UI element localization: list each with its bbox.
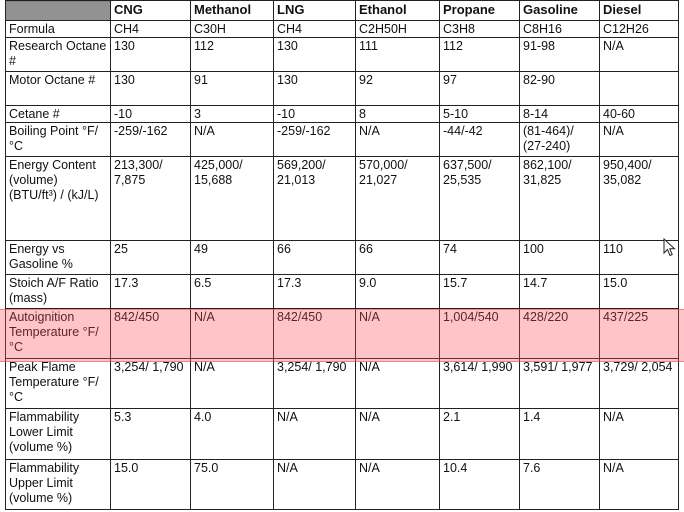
table-cell: N/A (191, 309, 274, 359)
table-cell: 66 (274, 241, 356, 275)
table-cell: -259/-162 (111, 123, 191, 157)
table-cell: 10.4 (440, 460, 520, 510)
table-cell: 110 (600, 241, 679, 275)
table-cell: CH4 (274, 21, 356, 38)
table-cell: 842/450 (111, 309, 191, 359)
table-row (6, 72, 679, 106)
table-cell: 130 (274, 38, 356, 72)
table-cell: C12H26 (600, 21, 679, 38)
table-cell: 15.0 (600, 275, 679, 309)
table-cell: 91 (191, 72, 274, 106)
table-cell: N/A (191, 123, 274, 157)
table-cell: 4.0 (191, 409, 274, 460)
row-label: Flammability Lower Limit (volume %) (6, 409, 111, 460)
table-cell: N/A (356, 460, 440, 510)
table-cell: 112 (440, 38, 520, 72)
table-cell: -259/-162 (274, 123, 356, 157)
table-cell: N/A (356, 359, 440, 409)
table-row (6, 241, 679, 275)
table-cell: 6.5 (191, 275, 274, 309)
table-cell: 425,000/ 15,688 (191, 157, 274, 241)
table-cell: 130 (111, 38, 191, 72)
table-cell: 130 (111, 72, 191, 106)
mouse-pointer-icon (663, 238, 677, 258)
table-cell: CH4 (111, 21, 191, 38)
row-label: Research Octane # (6, 38, 111, 72)
table-cell: 100 (520, 241, 600, 275)
table-row (6, 21, 679, 38)
table-row (6, 38, 679, 72)
table-cell: N/A (274, 460, 356, 510)
table-cell: 9.0 (356, 275, 440, 309)
table-cell: 17.3 (274, 275, 356, 309)
column-header-propane: Propane (440, 1, 520, 21)
table-cell: 91-98 (520, 38, 600, 72)
table-cell: 15.0 (111, 460, 191, 510)
table-cell: 569,200/ 21,013 (274, 157, 356, 241)
table-row (6, 106, 679, 123)
table-row (6, 275, 679, 309)
table-cell: 3,254/ 1,790 (111, 359, 191, 409)
table-cell: -10 (274, 106, 356, 123)
column-header-lng: LNG (274, 1, 356, 21)
table-cell: 1,004/540 (440, 309, 520, 359)
corner-cell (6, 1, 111, 21)
table-cell: N/A (191, 359, 274, 409)
table-cell: N/A (274, 409, 356, 460)
table-cell: 5.3 (111, 409, 191, 460)
table-cell: 842/450 (274, 309, 356, 359)
table-cell: N/A (600, 38, 679, 72)
table-cell: 8 (356, 106, 440, 123)
table-cell: 213,300/ 7,875 (111, 157, 191, 241)
table-cell: 82-90 (520, 72, 600, 106)
table-row-highlighted (6, 309, 679, 359)
table-cell: N/A (356, 123, 440, 157)
table-cell: C3H8 (440, 21, 520, 38)
column-header-methanol: Methanol (191, 1, 274, 21)
column-header-gasoline: Gasoline (520, 1, 600, 21)
table-cell: N/A (356, 409, 440, 460)
table-cell: -10 (111, 106, 191, 123)
column-header-diesel: Diesel (600, 1, 679, 21)
table-cell: C2H50H (356, 21, 440, 38)
table-cell: 7.6 (520, 460, 600, 510)
table-cell: 862,100/ 31,825 (520, 157, 600, 241)
table-cell: 637,500/ 25,535 (440, 157, 520, 241)
table-row (6, 123, 679, 157)
table-cell: 14.7 (520, 275, 600, 309)
row-label: Stoich A/F Ratio (mass) (6, 275, 111, 309)
table-cell: C8H16 (520, 21, 600, 38)
row-label: Energy vs Gasoline % (6, 241, 111, 275)
table-cell: 66 (356, 241, 440, 275)
table-cell: 112 (191, 38, 274, 72)
row-label: Motor Octane # (6, 72, 111, 106)
table-cell: 3,614/ 1,990 (440, 359, 520, 409)
table-cell: 17.3 (111, 275, 191, 309)
table-body (6, 21, 679, 510)
row-label: Formula (6, 21, 111, 38)
table-cell: 5-10 (440, 106, 520, 123)
table-cell: 111 (356, 38, 440, 72)
table-cell: 1.4 (520, 409, 600, 460)
table-row (6, 460, 679, 510)
column-header-ethanol: Ethanol (356, 1, 440, 21)
table-cell: 75.0 (191, 460, 274, 510)
table-cell (600, 72, 679, 106)
table-cell: 8-14 (520, 106, 600, 123)
header-row (6, 1, 679, 21)
table-cell: N/A (600, 460, 679, 510)
table-cell: 3 (191, 106, 274, 123)
table-cell: 40-60 (600, 106, 679, 123)
table-cell: 3,254/ 1,790 (274, 359, 356, 409)
fuel-comparison-table (5, 0, 679, 510)
row-label: Autoignition Temperature °F/°C (6, 309, 111, 359)
table-row (6, 409, 679, 460)
table-cell: 97 (440, 72, 520, 106)
table-cell: 570,000/ 21,027 (356, 157, 440, 241)
table-cell: 3,729/ 2,054 (600, 359, 679, 409)
row-label: Flammability Upper Limit (volume %) (6, 460, 111, 510)
row-label: Cetane # (6, 106, 111, 123)
table-cell: C30H (191, 21, 274, 38)
table-cell: 49 (191, 241, 274, 275)
table-cell: -44/-42 (440, 123, 520, 157)
table-cell: N/A (600, 409, 679, 460)
table-cell: (81-464)/ (27-240) (520, 123, 600, 157)
table-row (6, 157, 679, 241)
column-header-cng: CNG (111, 1, 191, 21)
table-cell: 437/225 (600, 309, 679, 359)
table-cell: 3,591/ 1,977 (520, 359, 600, 409)
table-cell: 74 (440, 241, 520, 275)
table-cell: N/A (600, 123, 679, 157)
table-cell: N/A (356, 309, 440, 359)
row-label: Boiling Point °F/°C (6, 123, 111, 157)
row-label: Energy Content (volume) (BTU/ft³) / (kJ/L) (6, 157, 111, 241)
table-cell: 130 (274, 72, 356, 106)
table-cell: 428/220 (520, 309, 600, 359)
table-row (6, 359, 679, 409)
table-cell: 25 (111, 241, 191, 275)
table-cell: 2.1 (440, 409, 520, 460)
table-cell: 15.7 (440, 275, 520, 309)
table-cell: 92 (356, 72, 440, 106)
row-label: Peak Flame Temperature °F/°C (6, 359, 111, 409)
table-cell: 950,400/ 35,082 (600, 157, 679, 241)
